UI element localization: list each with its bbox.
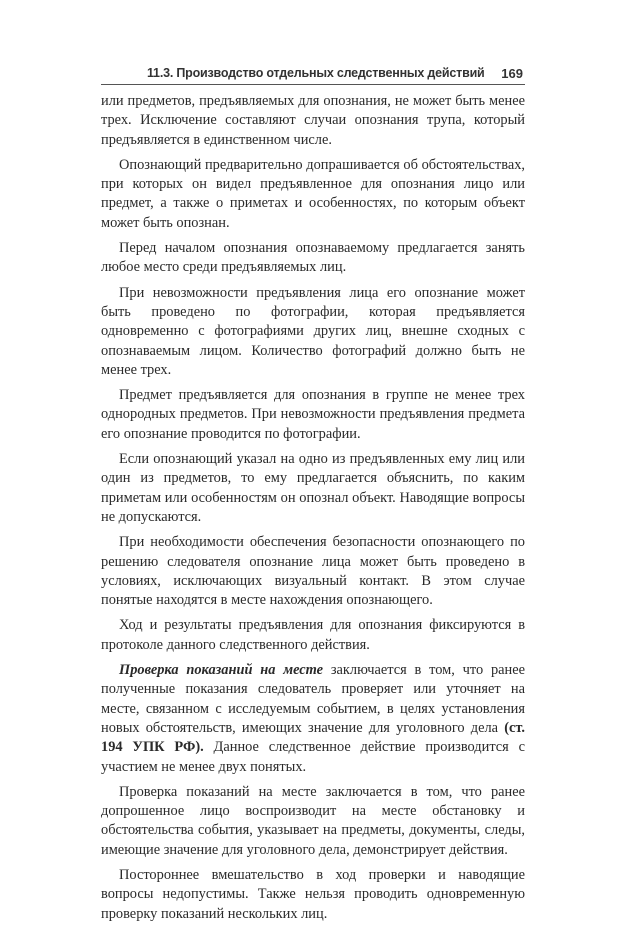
running-header bbox=[101, 62, 525, 85]
paragraph-definition bbox=[101, 661, 525, 777]
page-body bbox=[101, 92, 525, 924]
paragraph: Ход и результаты предъявления для опознания фиксируются в протоколе данного следственного действия. bbox=[101, 617, 525, 653]
page-number: 169 bbox=[501, 66, 523, 81]
paragraph: Опознающий предварительно допрашивается об обстоятельствах, при которых он видел предъявленное для опознания лицо или предмет, а также о приметах и особенностях, по которым объект может быть опознан. bbox=[101, 156, 525, 231]
paragraph: Проверка показаний на месте заключается в том, что ранее допрошенное лицо воспроизводит на месте обстановку и обстоятельства события, указывает на предметы, документы, следы, имеющие значение для уголовного дела, демонстрирует действия. bbox=[101, 783, 525, 858]
definition-text: заключается в том, что ранее полученные показания следователь проверяет или уточняет на месте, связанном с исследуемым событием, в целях установления новых обстоятельств, имеющих значение для уголовного дела bbox=[101, 662, 526, 736]
defined-term: Проверка показаний на месте bbox=[119, 662, 324, 679]
paragraph: При необходимости обеспечения безопасности опознающего по решению следователя опознание лица может быть проведено в условиях, исключающих визуальный контакт. В этом случае понятые находятся в месте нахождения опознающего. bbox=[101, 534, 525, 609]
law-reference: (ст. 194 УПК РФ). bbox=[101, 719, 525, 756]
paragraph: Постороннее вмешательство в ход проверки и наводящие вопросы недопустимы. Также нельзя проводить одновременную проверку показаний нескольких лиц. bbox=[101, 866, 525, 922]
paragraph: При невозможности предъявления лица его опознание может быть проведено по фотографии, которая предъявляется одновременно с фотографиями других лиц, внешне сходных с опознаваемым лицом. Количество фотографий должно быть не менее трех. bbox=[101, 284, 525, 378]
paragraph: Перед началом опознания опознаваемому предлагается занять любое место среди предъявляемых лиц. bbox=[101, 240, 525, 276]
running-title: 11.3. Производство отдельных следственных действий bbox=[147, 66, 485, 80]
definition-text-continued: Данное следственное действие производится с участием не менее двух понятых. bbox=[101, 739, 526, 775]
paragraph: Если опознающий указал на одно из предъявленных ему лиц или один из предметов, то ему предлагается объяснить, по каким приметам или особенностям он опознал объект. Наводящие вопросы не допускаются. bbox=[101, 451, 525, 525]
paragraph-continued: или предметов, предъявляемых для опознания, не может быть менее трех. Исключение составляют случаи опознания трупа, который предъявляется в единственном числе. bbox=[101, 93, 525, 148]
paragraph: Предмет предъявляется для опознания в группе не менее трех однородных предметов. При невозможности предъявления предмета его опознание проводится по фотографии. bbox=[101, 387, 525, 442]
book-page bbox=[101, 62, 525, 930]
